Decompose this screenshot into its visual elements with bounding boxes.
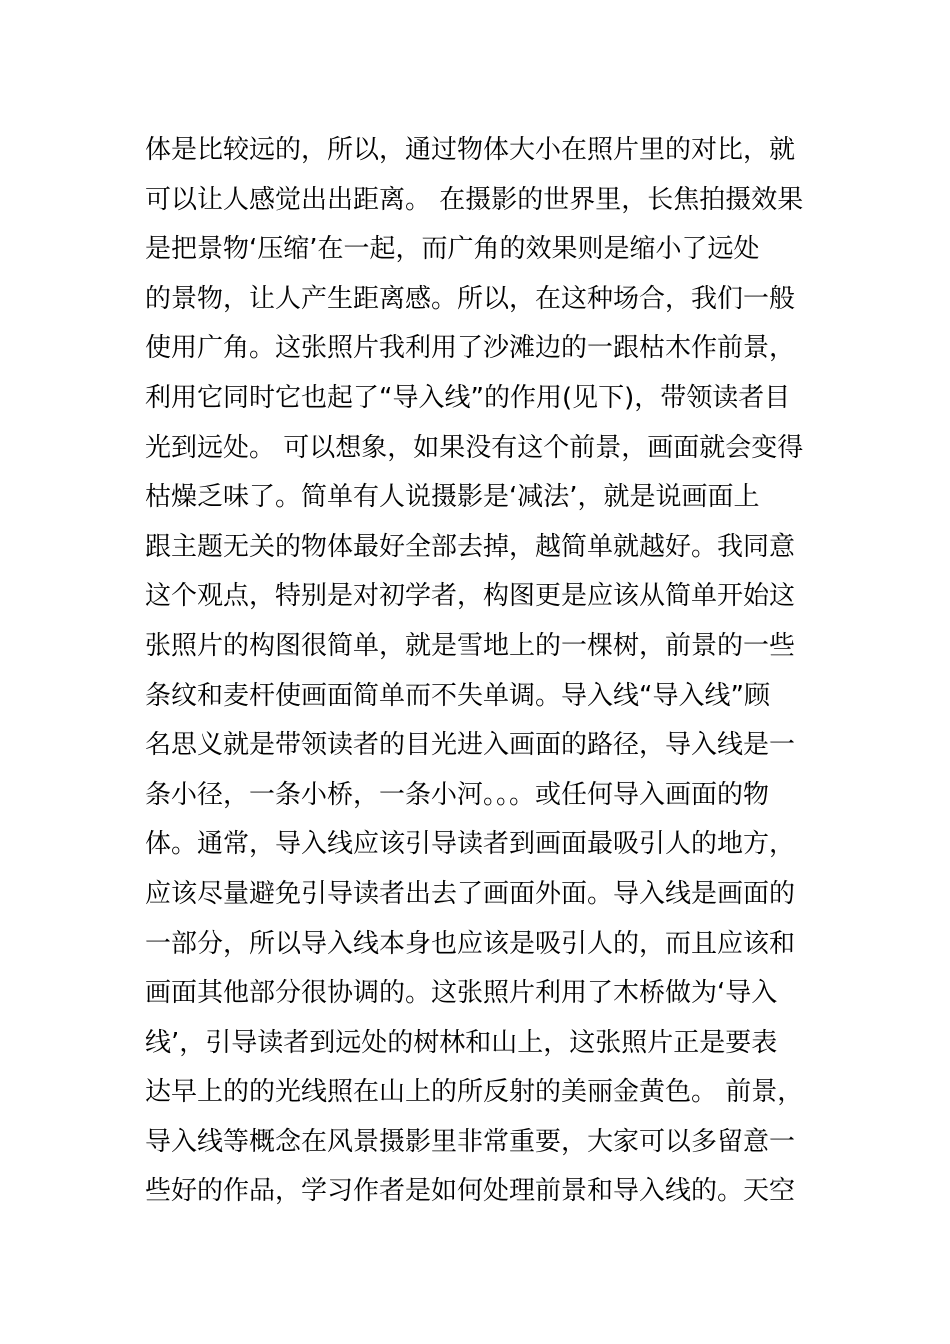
- text-line: 导入线等概念在风景摄影里非常重要，大家可以多留意一: [145, 1126, 796, 1157]
- text-line: 些好的作品，学习作者是如何处理前景和导入线的。天空: [145, 1176, 796, 1207]
- text-line: 可以让人感觉出出距离。 在摄影的世界里，长焦拍摄效果: [145, 184, 804, 215]
- text-line: 名思义就是带领读者的目光进入画面的路径，导入线是一: [145, 730, 796, 761]
- text-line: 一部分，所以导入线本身也应该是吸引人的，而且应该和: [145, 928, 796, 959]
- text-line: 画面其他部分很协调的。这张照片利用了木桥做为‘导入: [145, 978, 778, 1009]
- body-text: [145, 126, 815, 1217]
- text-line: 的景物，让人产生距离感。所以，在这种场合，我们一般: [145, 283, 796, 314]
- text-line: 是把景物‘压缩’在一起，而广角的效果则是缩小了远处: [145, 234, 760, 265]
- text-line: 光到远处。 可以想象，如果没有这个前景，画面就会变得: [145, 432, 804, 463]
- text-line: 体是比较远的，所以，通过物体大小在照片里的对比，就: [145, 135, 796, 165]
- text-line: 枯燥乏味了。简单有人说摄影是‘减法’，就是说画面上: [145, 482, 760, 513]
- text-line: 张照片的构图很简单，就是雪地上的一棵树，前景的一些: [145, 630, 796, 661]
- text-line: 条纹和麦杆使画面简单而不失单调。导入线“导入线”顾: [145, 680, 770, 711]
- text-line: 达早上的的光线照在山上的所反射的美丽金黄色。 前景，: [145, 1077, 804, 1108]
- text-line: 使用广角。这张照片我利用了沙滩边的一跟枯木作前景，: [145, 333, 796, 364]
- text-line: 这个观点，特别是对初学者，构图更是应该从简单开始这: [145, 581, 796, 612]
- text-line: 利用它同时它也起了“导入线”的作用(见下)，带领读者目: [145, 382, 791, 413]
- text-line: 条小径，一条小桥，一条小河。。。或任何导入画面的物: [145, 779, 770, 810]
- text-line: 体。通常，导入线应该引导读者到画面最吸引人的地方，: [145, 829, 796, 860]
- text-line: 线’，引导读者到远处的树林和山上，这张照片正是要表: [145, 1027, 778, 1058]
- text-line: 应该尽量避免引导读者出去了画面外面。导入线是画面的: [145, 878, 796, 909]
- text-line: 跟主题无关的物体最好全部去掉，越简单就越好。我同意: [145, 531, 796, 562]
